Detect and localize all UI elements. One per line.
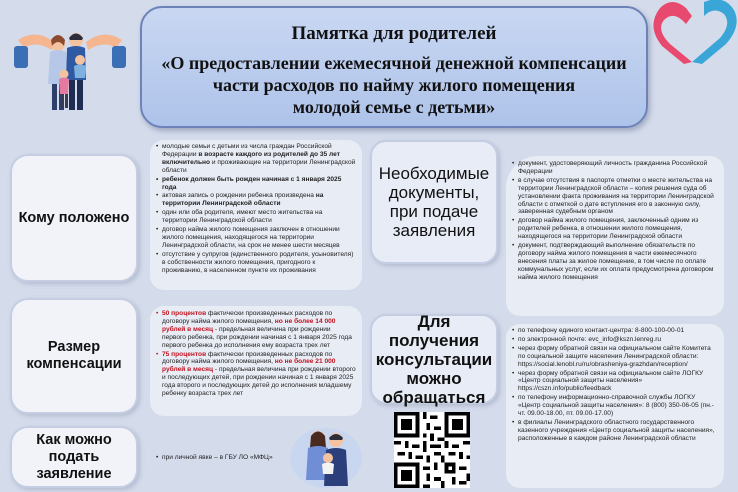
who-eligible-list	[150, 140, 362, 290]
section-amount-label-2: компенсации	[26, 356, 122, 372]
section-docs-label-4: заявления	[392, 221, 476, 240]
list-item: • в случае отсутствия в паспорте отметки о месте жительства на территории Ленинградской области – копия решения суда об установлении факта проживания на территории Ленинградской области с отметкой о дате вступления его в законную силу, заверенная судебным органом	[512, 177, 718, 217]
list-item: • по телефону информационно-справочной службы ЛОГКУ «Центр социальной защиты населения»: 8 (800) 350-06-05 (пн.-чт. 09.00-18.00, пт. 09.00-17.00)	[512, 394, 718, 418]
section-how-label-1: Как можно	[36, 431, 112, 448]
section-consult-label-4: обращаться	[382, 387, 486, 407]
list-item: • один или оба родителя, имеют место жительства на территории Ленинградской области	[156, 209, 356, 225]
section-consult-label-1: Для получения	[388, 311, 480, 350]
page-subtitle-line3: молодой семье с детьми»	[292, 97, 496, 117]
section-docs-label-2: документы,	[388, 183, 480, 202]
section-consultation	[370, 311, 498, 407]
list-item: • при личной явке – в ГБУ ЛО «МФЦ»	[156, 454, 284, 462]
qr-code-icon[interactable]	[394, 412, 470, 488]
how-apply-list	[150, 444, 290, 474]
list-item: • договор найма жилого помещения заключен в отношении жилого помещения, находящегося на территории Ленинградской области, на срок не менее шести месяцев	[156, 226, 356, 250]
section-docs-label-1: Необходимые	[378, 164, 490, 183]
section-consult-label-3: можно	[406, 368, 462, 388]
couple-illustration	[288, 418, 364, 490]
section-docs-label-3: при подаче	[389, 202, 479, 221]
family-illustration	[14, 12, 126, 116]
section-how-apply	[10, 426, 138, 488]
list-item: • документ, удостоверяющий личность гражданина Российской Федерации	[512, 160, 718, 176]
section-documents	[370, 140, 498, 264]
list-item: • актовая запись о рождении ребенка произведена на территории Ленинградской области	[156, 192, 356, 208]
section-amount-label-1: Размер	[47, 339, 101, 355]
section-consult-label-2: консультации	[375, 349, 493, 369]
consultation-list	[506, 324, 724, 488]
list-item: • 50 процентов фактически произведенных расходов по договору найма жилого помещения, но не более 14 000 рублей в месяц - предельная величина при рождении первого ребенка, при рождении начиная с 1 января 2025 года первого ребенка до исполнения ему возраста трех лет	[156, 310, 356, 350]
page-title: Памятка для родителей	[291, 23, 497, 44]
documents-list	[506, 156, 724, 316]
page-subtitle-line1: «О предоставлении ежемесячной денежной компенсации	[161, 53, 627, 73]
list-item: • отсутствие у супругов (единственного родителя, усыновителя) в собственности жилого помещения, пригодного к проживанию, в населенном пункте их проживания	[156, 251, 356, 275]
section-how-label-3: заявление	[36, 465, 112, 482]
page-subtitle-line2: части расходов по найму жилого помещения	[212, 75, 576, 95]
list-item: • документ, подтверждающий выполнение обязательств по договору найма жилого помещения в части ежемесячного внесения платы за жилое помещение, в том числе по оплате коммунальных услуг, если их оплата предусмотрена договором найма жилого помещения	[512, 242, 718, 282]
section-who-eligible	[10, 154, 138, 282]
list-item: • молодые семьи с детьми из числа граждан Российской Федерации в возрасте каждого из родителей до 35 лет включительно и проживающие на территории Ленинградской области	[156, 143, 356, 175]
list-item: • через форму обратной связи на официальном сайте ЛОГКУ «Центр социальной защиты населения» https://cszn.info/public/feedback	[512, 370, 718, 394]
title-box	[140, 6, 648, 128]
list-item: • в филиалы Ленинградского областного государственного казенного учреждения «Центр социальной защиты населения», расположенные в каждом районе Ленинградской области	[512, 419, 718, 443]
list-item: • 75 процентов фактически произведенных расходов по договору найма жилого помещения, но не более 21 000 рублей в месяц - предельная величина при рождении второго и последующих детей, при рождении начиная с 1 января 2025 года второго и последующих детей до исполнения младшему ребенку возраста трех лет	[156, 351, 356, 398]
list-item: • по электронной почте: evc_info@kszn.lenreg.ru	[512, 336, 718, 344]
list-item: • по телефону единого контакт-центра: 8-800-100-00-01	[512, 327, 718, 335]
section-amount	[10, 298, 138, 414]
list-item: • через форму обратной связи на официальном сайте Комитета по социальной защите населения Ленинградской области: https://social.lenobl.ru/ru/obrasheniya-grazhdan/reception/	[512, 345, 718, 369]
logo-heart-icon	[652, 0, 738, 64]
amount-list	[150, 306, 362, 416]
section-who-label: Кому положено	[18, 209, 130, 226]
list-item: • договор найма жилого помещения, заключенный одним из родителей ребенка, в отношении жилого помещения, находящегося на территории Ленинградской области	[512, 217, 718, 241]
list-item: • ребенок должен быть рожден начиная с 1 января 2025 года	[156, 176, 356, 192]
section-how-label-2: подать	[48, 448, 100, 465]
